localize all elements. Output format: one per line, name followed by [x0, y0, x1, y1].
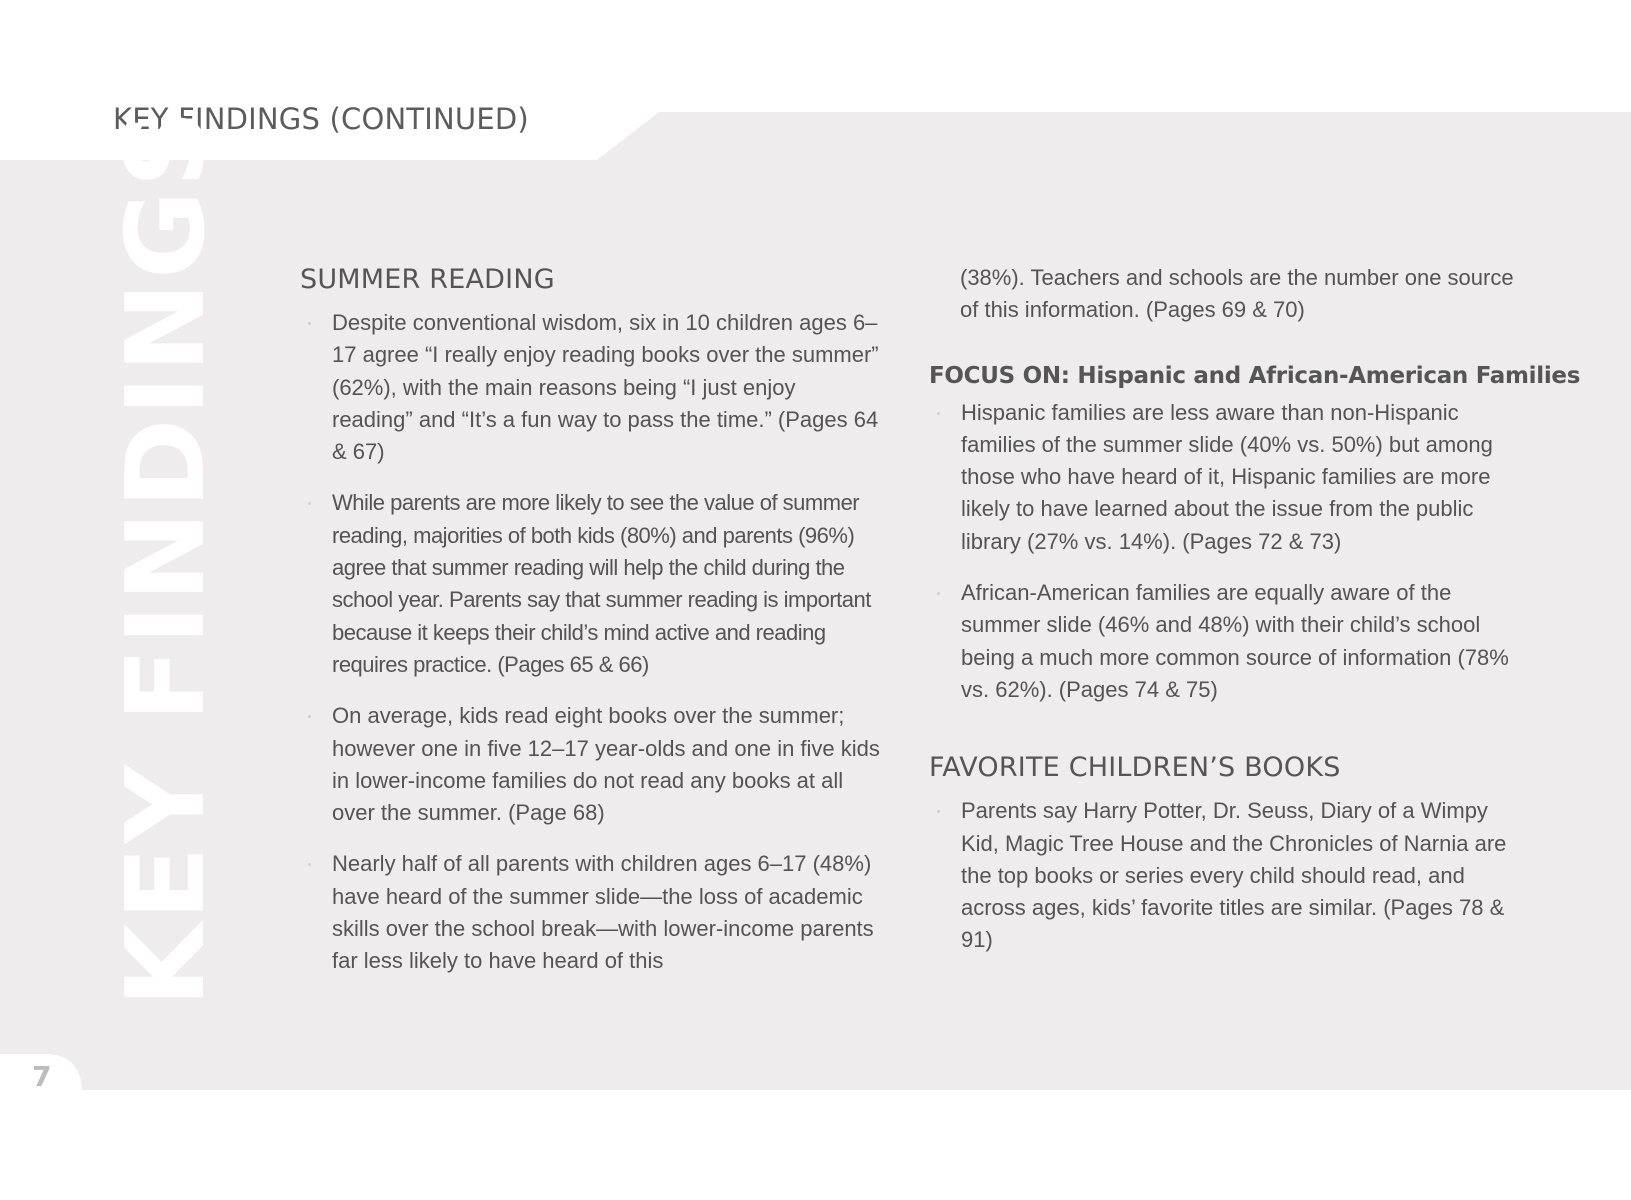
bullet-icon — [308, 863, 311, 866]
list-item — [929, 795, 1529, 956]
bullet-icon — [937, 412, 940, 415]
summer-slide-continuation: (38%). Teachers and schools are the number one source of this information. (Pages 69 & 70) — [960, 265, 1514, 323]
focus-on-heading: FOCUS ON: Hispanic and African-American Families — [929, 362, 1581, 389]
list-item — [300, 848, 880, 977]
bullet-icon — [937, 810, 940, 813]
list-item — [300, 487, 880, 681]
bullet-icon — [937, 592, 940, 595]
right-column — [929, 262, 1581, 976]
bullet-icon — [308, 502, 311, 505]
favorite-books-list — [929, 795, 1529, 956]
bullet-text: Nearly half of all parents with children ages 6–17 (48%) have heard of the summer slide—the loss of academic skills over the school break—with lower-income parents far less likely to have heard of this — [332, 851, 874, 974]
bullet-icon — [308, 322, 311, 325]
bullet-icon — [308, 715, 311, 718]
favorite-books-heading: FAVORITE CHILDREN’S BOOKS — [929, 752, 1341, 784]
bullet-text: Despite conventional wisdom, six in 10 children ages 6–17 agree “I really enjoy reading books over the summer” (62%), with the main reasons being “I just enjoy reading” and “It’s a fun way to pass the time.” (Pages 64 & 67) — [332, 310, 879, 465]
page-number: 7 — [32, 1060, 52, 1093]
focus-on-list — [929, 397, 1529, 707]
left-column — [300, 264, 880, 997]
summer-reading-heading: SUMMER READING — [300, 264, 555, 295]
summer-reading-list — [300, 307, 880, 978]
bullet-text: On average, kids read eight books over the summer; however one in five 12–17 year-olds and one in five kids in lower-income families do not read any books at all over the summer. (Page 68) — [332, 703, 880, 826]
key-findings-watermark: KEY FINDINGS — [104, 106, 229, 1007]
bullet-text: Hispanic families are less aware than non-Hispanic families of the summer slide (40% vs. 50%) but among those who have heard of it, Hispanic families are more likely to have learned about the issue from the public library (27% vs. 14%). (Pages 72 & 73) — [961, 399, 1493, 554]
list-item — [929, 577, 1529, 706]
list-item — [300, 700, 880, 829]
bullet-text: While parents are more likely to see the value of summer reading, majorities of both kids (80%) and parents (96%) agree that summer reading will help the child during the school year. Parents say that summer reading is important because it keeps their child’s mind active and reading requires practice. (Pages 65 & 66) — [332, 490, 871, 677]
page-header-title: KEY FINDINGS (CONTINUED) — [113, 102, 529, 136]
bullet-text: Parents say Harry Potter, Dr. Seuss, Diary of a Wimpy Kid, Magic Tree House and the Chronicles of Narnia are the top books or series every child should read, and across ages, kids’ favorite titles are similar. (Pages 78 & 91) — [961, 798, 1507, 953]
bullet-text: African-American families are equally aware of the summer slide (46% and 48%) with their child’s school being a much more common source of information (78% vs. 62%). (Pages 74 & 75) — [961, 580, 1509, 702]
list-item — [929, 397, 1529, 558]
list-item — [300, 307, 880, 468]
